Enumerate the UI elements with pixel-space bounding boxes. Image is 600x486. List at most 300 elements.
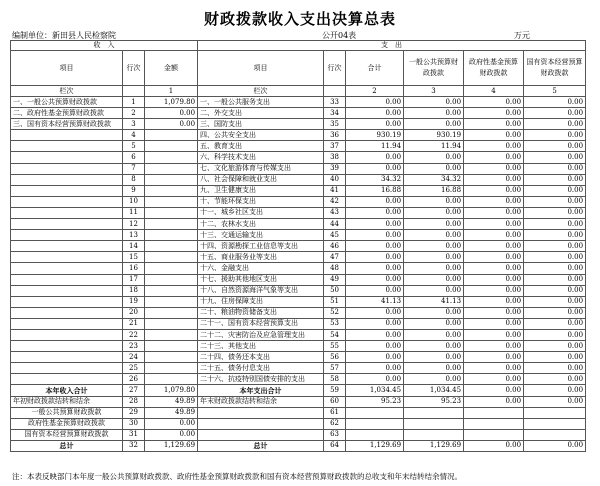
income-amount: [145, 185, 198, 196]
income-line: 16: [123, 263, 145, 274]
expense-general: 0.00: [404, 119, 464, 130]
expense-general: [404, 418, 464, 429]
income-item: 年初财政拨款结转和结余: [11, 396, 123, 407]
expense-general: 0.00: [404, 274, 464, 285]
income-item: 一、一般公共预算财政拨款: [11, 97, 123, 108]
col-gov-fund: 政府性基金预算财政拨款: [464, 51, 524, 86]
expense-gov-fund: 0.00: [464, 108, 524, 119]
expense-gov-fund: [464, 429, 524, 440]
income-amount: 0.00: [145, 429, 198, 440]
expense-state-capital: 0.00: [524, 163, 586, 174]
expense-general: 0.00: [404, 318, 464, 329]
expense-gov-fund: 0.00: [464, 296, 524, 307]
expense-total: [346, 407, 404, 418]
expense-item: 十五、商业服务业等支出: [198, 252, 324, 263]
expense-item: 九、卫生健康支出: [198, 185, 324, 196]
expense-general: 930.19: [404, 130, 464, 141]
expense-item: 十二、农林水支出: [198, 219, 324, 230]
table-row: [11, 108, 586, 119]
expense-line: 56: [324, 352, 346, 363]
report-title: 财政拨款收入支出决算总表: [203, 10, 396, 28]
expense-gov-fund: 0.00: [464, 141, 524, 152]
income-item: 总计: [11, 440, 123, 451]
expense-total: 0.00: [346, 318, 404, 329]
expense-header: 支 出: [198, 41, 586, 51]
expense-gov-fund: 0.00: [464, 152, 524, 163]
expense-general: [404, 407, 464, 418]
col-state-capital: 国有资本经营预算财政拨款: [524, 51, 586, 86]
income-item: [11, 219, 123, 230]
expense-state-capital: 0.00: [524, 296, 586, 307]
expense-gov-fund: 0.00: [464, 396, 524, 407]
income-amount: 0.00: [145, 108, 198, 119]
income-item: 本年收入合计: [11, 385, 123, 396]
expense-state-capital: 0.00: [524, 318, 586, 329]
income-line: 28: [123, 396, 145, 407]
expense-general: 0.00: [404, 307, 464, 318]
income-line: 18: [123, 285, 145, 296]
expense-gov-fund: 0.00: [464, 119, 524, 130]
expense-gov-fund: 0.00: [464, 163, 524, 174]
expense-item: 二、外交支出: [198, 108, 324, 119]
form-number: 公开04表: [322, 31, 357, 40]
expense-total: 0.00: [346, 152, 404, 163]
expense-state-capital: 0.00: [524, 396, 586, 407]
expense-state-capital: 0.00: [524, 274, 586, 285]
table-row: [11, 252, 586, 263]
expense-gov-fund: 0.00: [464, 219, 524, 230]
expense-item: 年末财政拨款结转和结余: [198, 396, 324, 407]
col-amount: 金额: [145, 51, 198, 86]
expense-line: 34: [324, 108, 346, 119]
expense-gov-fund: 0.00: [464, 341, 524, 352]
expense-state-capital: 0.00: [524, 363, 586, 374]
expense-item: 十一、城乡社区支出: [198, 207, 324, 218]
expense-gov-fund: 0.00: [464, 185, 524, 196]
footnote: 注：本表反映部门本年度一般公共预算财政拨款、政府性基金预算财政拨款和国有资本经营预算财政拨款的总收支和年末结转结余情况。: [12, 472, 462, 481]
col-item-2: 项目: [198, 51, 324, 86]
income-line: 8: [123, 174, 145, 185]
expense-general: 34.32: [404, 174, 464, 185]
income-line: 7: [123, 163, 145, 174]
expense-line: 62: [324, 418, 346, 429]
income-item: [11, 318, 123, 329]
income-line: 14: [123, 241, 145, 252]
expense-gov-fund: 0.00: [464, 307, 524, 318]
income-amount: 0.00: [145, 119, 198, 130]
expense-item: 二十六、抗疫特别国债安排的支出: [198, 374, 324, 385]
expense-gov-fund: 0.00: [464, 318, 524, 329]
expense-line: 64: [324, 440, 346, 451]
expense-item: 三、国防支出: [198, 119, 324, 130]
income-line: 29: [123, 407, 145, 418]
income-item: [11, 241, 123, 252]
expense-general: 0.00: [404, 241, 464, 252]
expense-total: 0.00: [346, 119, 404, 130]
table-row: [11, 185, 586, 196]
expense-gov-fund: 0.00: [464, 252, 524, 263]
expense-total: 1,034.45: [346, 385, 404, 396]
col-index-1: 1: [145, 86, 198, 97]
expense-state-capital: 0.00: [524, 352, 586, 363]
expense-total: 0.00: [346, 341, 404, 352]
expense-state-capital: 0.00: [524, 130, 586, 141]
expense-line: 33: [324, 97, 346, 108]
income-item: [11, 174, 123, 185]
income-item: [11, 196, 123, 207]
expense-line: 60: [324, 396, 346, 407]
expense-total: 0.00: [346, 274, 404, 285]
income-amount: 1,079.80: [145, 385, 198, 396]
expense-total: 16.88: [346, 185, 404, 196]
income-item: [11, 141, 123, 152]
expense-state-capital: 0.00: [524, 207, 586, 218]
expense-line: 45: [324, 230, 346, 241]
table-row: [11, 241, 586, 252]
expense-item: 十三、交通运输支出: [198, 230, 324, 241]
table-row: [11, 207, 586, 218]
table-row: [11, 285, 586, 296]
income-amount: [145, 141, 198, 152]
expense-total: [346, 429, 404, 440]
expense-general: 0.00: [404, 163, 464, 174]
expense-item: [198, 418, 324, 429]
expense-line: 53: [324, 318, 346, 329]
expense-line: 48: [324, 263, 346, 274]
table-row: [11, 119, 586, 130]
expense-general: 0.00: [404, 108, 464, 119]
expense-item: [198, 429, 324, 440]
expense-item: 二十五、债务付息支出: [198, 363, 324, 374]
expense-state-capital: 0.00: [524, 241, 586, 252]
expense-total: 0.00: [346, 196, 404, 207]
expense-total: 11.94: [346, 141, 404, 152]
expense-item: 十六、金融支出: [198, 263, 324, 274]
table-row: [11, 363, 586, 374]
expense-state-capital: [524, 429, 586, 440]
income-amount: [145, 241, 198, 252]
expense-item: 十四、资源勘探工业信息等支出: [198, 241, 324, 252]
expense-item: 一、一般公共服务支出: [198, 97, 324, 108]
expense-gov-fund: [464, 418, 524, 429]
expense-total: 34.32: [346, 174, 404, 185]
expense-line: 35: [324, 119, 346, 130]
unit-label: 编制单位：新田县人民检察院: [12, 31, 116, 40]
col-index-4: 4: [464, 86, 524, 97]
income-item: 国有资本经营预算财政拨款: [11, 429, 123, 440]
expense-state-capital: [524, 407, 586, 418]
expense-total: 0.00: [346, 307, 404, 318]
expense-line: 42: [324, 196, 346, 207]
expense-gov-fund: 0.00: [464, 329, 524, 340]
expense-state-capital: 0.00: [524, 108, 586, 119]
expense-gov-fund: 0.00: [464, 385, 524, 396]
table-row: [11, 407, 586, 418]
expense-state-capital: 0.00: [524, 329, 586, 340]
expense-line: 59: [324, 385, 346, 396]
income-amount: [145, 329, 198, 340]
expense-item: 十九、住房保障支出: [198, 296, 324, 307]
income-item: [11, 352, 123, 363]
expense-general: 0.00: [404, 207, 464, 218]
income-amount: [145, 230, 198, 241]
expense-state-capital: 0.00: [524, 152, 586, 163]
income-line: 10: [123, 196, 145, 207]
expense-general: 0.00: [404, 263, 464, 274]
expense-gov-fund: 0.00: [464, 196, 524, 207]
expense-general: 0.00: [404, 352, 464, 363]
expense-state-capital: 0.00: [524, 307, 586, 318]
currency-unit: 万元: [514, 31, 530, 40]
income-line: 22: [123, 329, 145, 340]
income-line: 30: [123, 418, 145, 429]
income-amount: [145, 196, 198, 207]
income-amount: [145, 130, 198, 141]
income-line: 11: [123, 207, 145, 218]
income-item: [11, 363, 123, 374]
income-amount: [145, 374, 198, 385]
expense-general: 41.13: [404, 296, 464, 307]
finance-table: [10, 40, 586, 452]
expense-total: 0.00: [346, 241, 404, 252]
income-line: 12: [123, 219, 145, 230]
expense-line: 36: [324, 130, 346, 141]
income-item: [11, 274, 123, 285]
income-line: 13: [123, 230, 145, 241]
income-item: [11, 329, 123, 340]
expense-general: 95.23: [404, 396, 464, 407]
expense-general: 0.00: [404, 230, 464, 241]
income-amount: [145, 219, 198, 230]
income-item: 政府性基金预算财政拨款: [11, 418, 123, 429]
table-row: [11, 97, 586, 108]
income-item: [11, 296, 123, 307]
table-row: [11, 130, 586, 141]
expense-state-capital: 0.00: [524, 341, 586, 352]
expense-total: 0.00: [346, 252, 404, 263]
income-line: 27: [123, 385, 145, 396]
expense-general: 0.00: [404, 329, 464, 340]
expense-item: 二十三、其他支出: [198, 341, 324, 352]
expense-total: 0.00: [346, 108, 404, 119]
expense-gov-fund: 0.00: [464, 274, 524, 285]
expense-line: 54: [324, 329, 346, 340]
expense-general: 0.00: [404, 252, 464, 263]
col-index-3: 3: [404, 86, 464, 97]
expense-line: 37: [324, 141, 346, 152]
income-item: [11, 130, 123, 141]
income-amount: [145, 363, 198, 374]
expense-general: 1,034.45: [404, 385, 464, 396]
expense-total: 0.00: [346, 163, 404, 174]
income-item: 二、政府性基金预算财政拨款: [11, 108, 123, 119]
expense-total: 0.00: [346, 285, 404, 296]
income-item: [11, 163, 123, 174]
expense-state-capital: 0.00: [524, 97, 586, 108]
expense-state-capital: 0.00: [524, 374, 586, 385]
income-amount: [145, 274, 198, 285]
table-row: [11, 263, 586, 274]
expense-item: 二十、粮油物资储备支出: [198, 307, 324, 318]
expense-gov-fund: 0.00: [464, 97, 524, 108]
table-row: [11, 307, 586, 318]
table-row: [11, 329, 586, 340]
expense-state-capital: 0.00: [524, 174, 586, 185]
income-amount: [145, 174, 198, 185]
table-row: [11, 341, 586, 352]
col-item: 项目: [11, 51, 123, 86]
expense-total: 0.00: [346, 207, 404, 218]
table-row: [11, 152, 586, 163]
expense-line: 49: [324, 274, 346, 285]
expense-gov-fund: [464, 407, 524, 418]
expense-item: 六、科学技术支出: [198, 152, 324, 163]
col-index-2: 2: [346, 86, 404, 97]
expense-item: 五、教育支出: [198, 141, 324, 152]
col-line: 行次: [123, 51, 145, 86]
expense-item: 二十二、灾害防治及应急管理支出: [198, 329, 324, 340]
expense-item: 十七、援助其他地区支出: [198, 274, 324, 285]
expense-general: 1,129.69: [404, 440, 464, 451]
table-row: [11, 196, 586, 207]
income-line: 19: [123, 296, 145, 307]
expense-line: 51: [324, 296, 346, 307]
income-amount: [145, 341, 198, 352]
col-index-blank-2: [324, 86, 346, 97]
expense-total: 95.23: [346, 396, 404, 407]
expense-item: 十八、自然资源海洋气象等支出: [198, 285, 324, 296]
expense-item: 十、节能环保支出: [198, 196, 324, 207]
expense-item: 总计: [198, 440, 324, 451]
expense-gov-fund: 0.00: [464, 130, 524, 141]
expense-gov-fund: 0.00: [464, 440, 524, 451]
income-item: [11, 263, 123, 274]
expense-total: 0.00: [346, 219, 404, 230]
expense-total: 930.19: [346, 130, 404, 141]
expense-state-capital: 0.00: [524, 263, 586, 274]
expense-state-capital: 0.00: [524, 185, 586, 196]
expense-line: 58: [324, 374, 346, 385]
expense-gov-fund: 0.00: [464, 230, 524, 241]
expense-state-capital: 0.00: [524, 440, 586, 451]
expense-line: 52: [324, 307, 346, 318]
income-line: 32: [123, 440, 145, 451]
expense-total: 0.00: [346, 263, 404, 274]
expense-state-capital: 0.00: [524, 230, 586, 241]
expense-item: 七、文化旅游体育与传媒支出: [198, 163, 324, 174]
expense-line: 55: [324, 341, 346, 352]
expense-state-capital: 0.00: [524, 252, 586, 263]
income-item: [11, 152, 123, 163]
income-line: 1: [123, 97, 145, 108]
income-line: 3: [123, 119, 145, 130]
income-amount: 49.89: [145, 407, 198, 418]
expense-line: 63: [324, 429, 346, 440]
expense-state-capital: 0.00: [524, 141, 586, 152]
expense-state-capital: 0.00: [524, 285, 586, 296]
table-row: [11, 219, 586, 230]
expense-state-capital: 0.00: [524, 385, 586, 396]
expense-gov-fund: 0.00: [464, 363, 524, 374]
expense-general: 11.94: [404, 141, 464, 152]
table-row: [11, 396, 586, 407]
income-amount: 0.00: [145, 418, 198, 429]
income-amount: [145, 307, 198, 318]
table-row: [11, 141, 586, 152]
expense-state-capital: 0.00: [524, 119, 586, 130]
table-row: [11, 385, 586, 396]
expense-state-capital: 0.00: [524, 219, 586, 230]
col-line-2: 行次: [324, 51, 346, 86]
col-total: 合计: [346, 51, 404, 86]
col-index-5: 5: [524, 86, 586, 97]
expense-general: 0.00: [404, 341, 464, 352]
income-line: 9: [123, 185, 145, 196]
table-row: [11, 440, 586, 451]
expense-item: 八、社会保障和就业支出: [198, 174, 324, 185]
income-line: 20: [123, 307, 145, 318]
income-item: [11, 207, 123, 218]
income-amount: [145, 163, 198, 174]
income-header: 收 入: [11, 41, 198, 51]
income-line: 5: [123, 141, 145, 152]
expense-state-capital: [524, 418, 586, 429]
expense-gov-fund: 0.00: [464, 352, 524, 363]
table-row: [11, 174, 586, 185]
expense-general: 0.00: [404, 285, 464, 296]
income-amount: [145, 285, 198, 296]
expense-general: 0.00: [404, 152, 464, 163]
expense-total: 0.00: [346, 230, 404, 241]
expense-item: 本年支出合计: [198, 385, 324, 396]
income-item: 一般公共预算财政拨款: [11, 407, 123, 418]
income-item: [11, 230, 123, 241]
expense-item: [198, 407, 324, 418]
expense-gov-fund: 0.00: [464, 285, 524, 296]
table-row: [11, 352, 586, 363]
expense-line: 47: [324, 252, 346, 263]
expense-general: 0.00: [404, 374, 464, 385]
income-line: 21: [123, 318, 145, 329]
income-item: [11, 185, 123, 196]
income-line: 31: [123, 429, 145, 440]
income-line: 23: [123, 341, 145, 352]
table-row: [11, 374, 586, 385]
col-index-label-2: 栏次: [198, 86, 324, 97]
expense-general: 0.00: [404, 97, 464, 108]
income-line: 6: [123, 152, 145, 163]
expense-gov-fund: 0.00: [464, 374, 524, 385]
income-amount: 49.89: [145, 396, 198, 407]
expense-general: 16.88: [404, 185, 464, 196]
expense-line: 61: [324, 407, 346, 418]
table-row: [11, 163, 586, 174]
income-amount: [145, 252, 198, 263]
expense-gov-fund: 0.00: [464, 207, 524, 218]
income-amount: [145, 207, 198, 218]
expense-item: 二十一、国有资本经营预算支出: [198, 318, 324, 329]
expense-state-capital: 0.00: [524, 196, 586, 207]
table-row: [11, 418, 586, 429]
expense-total: 0.00: [346, 363, 404, 374]
income-amount: 1,079.80: [145, 97, 198, 108]
income-line: 26: [123, 374, 145, 385]
income-amount: 1,129.69: [145, 440, 198, 451]
expense-general: [404, 429, 464, 440]
expense-line: 50: [324, 285, 346, 296]
expense-line: 57: [324, 363, 346, 374]
income-amount: [145, 352, 198, 363]
